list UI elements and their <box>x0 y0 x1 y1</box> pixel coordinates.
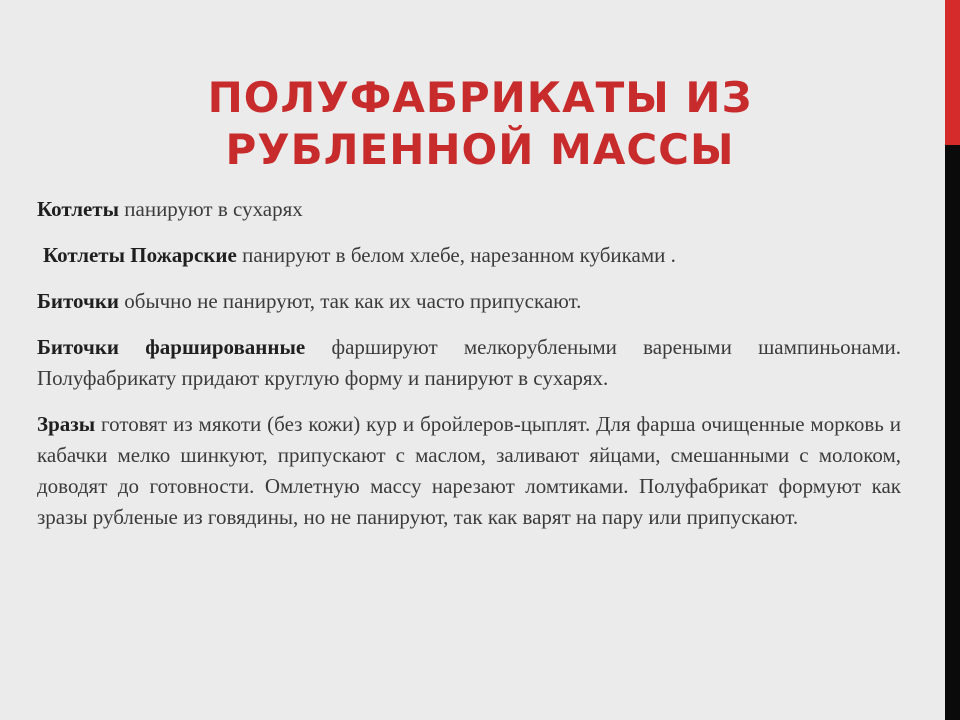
term-bitochki-farshirovannye: Биточки фаршированные <box>37 335 306 359</box>
slide-title-line-1: ПОЛУФАБРИКАТЫ ИЗ <box>207 73 753 122</box>
edge-accent-bar-dark <box>945 145 960 720</box>
paragraph-kotlety-text: панируют в сухарях <box>119 197 303 221</box>
term-kotlety: Котлеты <box>37 197 120 221</box>
slide-title <box>60 72 900 176</box>
paragraph-bitochki-farshirovannye <box>37 332 901 394</box>
paragraph-zrazy-text: готовят из мякоти (без кожи) кур и бройлеров-цыплят. Для фарша очищенные морковь и кабачки мелко шинкуют, припускают с маслом, заливают яйцами, смешанными с молоком, доводят до готовности. Омлетную массу нарезают ломтиками. Полуфабрикат формуют как зразы рубленые из говядины, но не панируют, так как варят на пару или припускают. <box>37 412 901 529</box>
paragraph-bitochki-farshirovannye-text: фаршируют мелкорублеными вареными шампиньонами. Полуфабрикату придают круглую форму и панируют в сухарях. <box>37 335 901 390</box>
slide-body <box>37 194 901 548</box>
edge-accent-bar-red <box>945 0 960 145</box>
paragraph-kotlety <box>37 194 901 225</box>
term-kotlety-pozharskie: Котлеты Пожарские <box>43 243 237 267</box>
paragraph-kotlety-pozharskie-text: панируют в белом хлебе, нарезанном кубиками . <box>236 243 676 267</box>
term-zrazy: Зразы <box>37 412 96 436</box>
term-bitochki: Биточки <box>37 289 120 313</box>
slide-title-line-2: РУБЛЕННОЙ МАССЫ <box>225 125 735 174</box>
paragraph-bitochki <box>37 286 901 317</box>
paragraph-kotlety-pozharskie <box>37 240 901 271</box>
paragraph-bitochki-text: обычно не панируют, так как их часто припускают. <box>119 289 582 313</box>
paragraph-zrazy <box>37 409 901 533</box>
